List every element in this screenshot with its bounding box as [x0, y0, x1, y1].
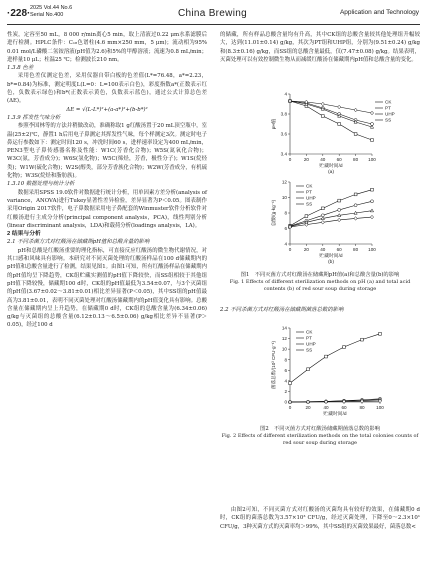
paragraph: 的储藏，所有样品总酸含量均有升高，其中CK组的总酸含量较其他处理组升幅较大，达到(11.01±0.14) g/kg，其次为PT组和UHP组，分别为(9.51±0.24) g/kg和(8.3±0.16) g/kg，而SS组的总酸含量最低，仅(7.47±0.08) g/kg。结果表明，灭菌处理可以有效控制微生物从而减缓红酸汤在储藏期内pH值和总酸含量的变化。: [220, 32, 420, 63]
series-line-pt: [290, 201, 372, 226]
page-number: ·228·: [7, 8, 31, 19]
y-tick-label: 3.8: [280, 111, 287, 117]
data-point-ck: [321, 207, 324, 210]
panel-label: (a): [328, 170, 334, 174]
data-point-ck: [371, 188, 374, 191]
y-tick-label: 6: [284, 226, 287, 232]
data-point-ck: [338, 123, 341, 126]
legend-label-pt: PT: [306, 189, 312, 195]
y-axis-label: 菌落总数/(10³ CFU·g⁻¹): [271, 340, 276, 390]
data-point-ss: [321, 221, 324, 225]
data-point-ck: [371, 139, 374, 142]
x-tick-label: 100: [368, 157, 376, 162]
data-point-ss: [354, 108, 357, 112]
x-tick-label: 40: [320, 157, 326, 162]
paragraph: 参照李国林等的方法并稍做改动，准确称取1 g红酸汤置于20 mL顶空瓶中，室温(25±2)℃，静置1 h后用电子鼻测定其挥发性气味，每个样测定3次。测定时电子鼻运行参数如下：测定时间120 s，冲洗时间60 s，进样速率设定为400 mL/min，PEN3型电子鼻传感器名称及性能：W1C(芳香化合物)；W5S(氮氧化合物)；W3C(氨，芳香成分)；W6S(氢化物)；W5C(烯烃，芳香，极性分子)；W1S(烷烃类)；W1W(硫化合物)；W2S(醇类，部分芳香族化合物)；W2W(芳香成分，有机硫化物)；W3S(烷烃和脂肪族)。: [7, 123, 207, 180]
legend-label-ck: CK: [306, 329, 313, 335]
figure-1-caption: 图1 不同灭菌方式对红酸汤在储藏期pH值(a)和总酸含量(b)的影响: [240, 272, 400, 278]
figure-1: [220, 88, 420, 292]
x-tick-label: 100: [376, 405, 384, 410]
x-tick-label: 20: [303, 247, 309, 252]
y-tick-label: 2: [284, 389, 287, 395]
y-tick-label: 12: [281, 336, 287, 342]
heading-2-1: 2.1 不同杀菌方式对红酸汤在储藏期pH值和总酸含量的影响: [7, 239, 150, 246]
chart-ph: [220, 88, 420, 174]
data-point-uhp: [370, 209, 373, 212]
y-tick-label: 6: [284, 367, 287, 373]
data-point-ss: [370, 111, 373, 115]
data-point-ck: [325, 355, 328, 358]
legend-label-ck: CK: [385, 99, 392, 105]
volume-line: 2025 Vol.44 No.6: [30, 5, 73, 11]
formula: ΔE = √(L-L*)²+(a-a*)²+(b-b*)²: [66, 106, 148, 113]
paragraph: 数据采用SPSS 19.0软件对数据进行统计分析，用单因素方差分析(analysis of variance，ANOVA)进行Tukey显著性差异检验，差异显著为P＜0.05。图表制作采用Origin 2017软件，电子鼻数据采用电子鼻配套的Winmuster软件分析软件对红酸汤进行主成分分析(principal component analysis，PCA)，线性判别分析(linear discriminant analysis，LDA)和载荷分析(loadings analysis，LA)。: [7, 189, 207, 229]
x-axis-label: 贮藏时间/d: [319, 164, 343, 169]
figure-2-caption: 图2 不同灭菌方式对红酸汤储藏期菌落总数的影响: [260, 426, 380, 432]
y-tick-label: 4: [284, 378, 287, 384]
data-point-ck: [307, 368, 310, 371]
right-column-top: [220, 31, 420, 64]
x-tick-label: 0: [288, 157, 292, 162]
y-tick-label: 3.4: [280, 151, 287, 157]
x-tick-label: 40: [320, 247, 326, 252]
series-line-ck: [290, 101, 372, 140]
y-tick-label: 8: [284, 210, 287, 216]
x-tick-label: 80: [359, 405, 365, 410]
x-tick-label: 60: [341, 405, 347, 410]
x-tick-label: 40: [323, 405, 329, 410]
data-point-ss: [321, 102, 324, 106]
data-point-ck: [354, 193, 357, 196]
legend-label-pt: PT: [306, 335, 312, 341]
journal-name: China Brewing: [178, 8, 247, 19]
data-point-ck: [379, 332, 382, 335]
data-point-ck: [361, 338, 364, 341]
x-tick-label: 0: [288, 405, 292, 410]
figure-2: [220, 322, 420, 446]
x-tick-label: 80: [353, 157, 359, 162]
heading-results: 2 结果与分析: [7, 231, 41, 238]
data-point-ck: [343, 346, 346, 349]
y-tick-label: 10: [281, 195, 287, 201]
left-column: [7, 31, 207, 330]
heading-volatile: 1.3.9 挥发性气味分析: [7, 114, 61, 121]
section-2-2: [220, 306, 420, 314]
x-tick-label: 0: [288, 247, 292, 252]
data-point-ck: [289, 382, 292, 385]
data-point-ck: [321, 115, 324, 118]
x-tick-label: 20: [303, 157, 309, 162]
chart-colony-count: [220, 322, 420, 422]
data-point-pt: [354, 204, 357, 207]
data-point-pt: [371, 200, 374, 203]
paragraph: 由图2可知，不同灭菌方式对红酸汤的灭菌均具有较好的效果，在储藏期0 d时，CK组的菌落总数为3.57×10³ CFU/g，经过灭菌处理，下降至0～2.3×10¹ CFU/g，3种灭菌方式的灭菌率均＞99%，其中SS组的灭菌效果最好，菌落总数<: [220, 507, 420, 530]
data-point-ck: [338, 199, 341, 202]
y-axis-label: 总酸/(g·kg⁻¹): [271, 199, 276, 227]
y-tick-label: 3.6: [280, 131, 287, 137]
legend-label-pt: PT: [385, 105, 391, 111]
legend-label-ss: SS: [385, 117, 392, 123]
legend-label-uhp: UHP: [306, 195, 316, 201]
x-tick-label: 20: [305, 405, 311, 410]
data-point-ss: [338, 218, 341, 222]
x-tick-label: 80: [353, 247, 359, 252]
chart-total-acid: [220, 178, 420, 268]
volume-info: [30, 5, 72, 18]
paragraph: pH和总酸是红酸汤重要的理化指标，可直接反应红酸汤的微生物代谢情况，对其口感和风味具有影响。本研究对不同灭菌处理的红酸汤样品在100 d储藏期内的pH值和总酸含量进行了检测，结果见图1。由图1可知，所有红酸汤样品在储藏期内的pH值均呈下降趋势，CK组贮藏实测值的pH值下降较快，而SS组相较于其他组pH值下降较慢，储藏期100 d时，CK组的pH值最低为3.54±0.07，与3个灭菌组的pH值(3.67±0.02～3.81±0.01)相比差异显著(P＜0.05)，其中SS组的pH值最高为3.81±0.01，表明不同灭菌处理对红酸汤储藏期内的pH值变化具有影响。总酸含量在储藏期内呈上升趋势，在储藏期0 d时，CK组的总酸含量为(6.34±0.06) g/kg与灭菌组的总酸含量(6.12±0.13～6.5±0.06) g/kg相比差异不显著(P＞0.05)，经过100 d: [7, 247, 207, 329]
panel-label: (b): [328, 260, 334, 265]
y-tick-label: 10: [281, 346, 287, 352]
heading-2-2: 2.2 不同杀菌方式对红酸汤在储藏期菌落总数的影响: [220, 307, 344, 313]
data-point-ck: [354, 133, 357, 136]
y-tick-label: 4: [284, 91, 287, 97]
section-name: Application and Technology: [339, 9, 419, 16]
legend-label-ss: SS: [306, 347, 313, 353]
y-tick-label: 4: [284, 241, 287, 247]
series-line-ck: [290, 334, 380, 383]
header-rule: [7, 24, 420, 25]
y-tick-label: 12: [281, 179, 287, 185]
data-point-pt: [338, 208, 341, 211]
y-tick-label: 8: [284, 357, 287, 363]
y-axis-label: pH值: [271, 118, 276, 130]
x-tick-label: 60: [336, 157, 342, 162]
data-point-ss: [354, 217, 357, 221]
legend-label-ck: CK: [306, 183, 313, 189]
paragraph: 性炭，定容至50 mL，8 000 r/min离心5 min，取上清液过0.22 μm水系滤膜后进行检测。HPLC条件：C₁₈色谱柱(4.6 mm×250 mm，5 μm)；流动相为95% 0.01 mol/L磷酸二氢铵溶液(pH值为2.6)和5%的甲醇溶液；流速为0.8 mL/min；进样量10 μL；柱温25 ℃；检测波长210 nm。: [7, 32, 207, 63]
heading-statistics: 1.3.10 数据处理与统计分析: [7, 181, 75, 188]
x-axis-label: 贮藏时间/d: [319, 254, 343, 259]
serial-line: Serial No.400: [30, 11, 64, 18]
legend-label-uhp: UHP: [306, 341, 316, 347]
data-point-ck: [305, 215, 308, 218]
legend-label-ss: SS: [306, 201, 313, 207]
x-axis-label: 贮藏时间/d: [323, 412, 347, 417]
figure-2-caption-en: Fig. 2 Effects of different sterilization methods on the total colonies counts of red sour soup during storage: [221, 433, 419, 446]
legend-label-uhp: UHP: [385, 111, 395, 117]
y-tick-label: 14: [281, 325, 287, 331]
figure-1-caption-en: Fig. 1 Effects of different sterilization methods on pH (a) and total acid contents (b) of red sour soup during storage: [229, 279, 411, 292]
y-tick-label: 0: [284, 399, 287, 405]
right-column-bottom: [220, 506, 420, 531]
x-tick-label: 60: [336, 247, 342, 252]
page-header: [0, 0, 427, 28]
data-point-ss: [338, 105, 341, 109]
heading-color-diff: 1.3.8 色差: [7, 65, 34, 72]
data-point-ss: [370, 215, 373, 219]
paragraph: 采用色差仪测定色差，采用仪器自带白板的色差值(L*=76.48，a*=2.23，b*=0.84)为标准，测定明度L(L=0：L=100表示白色)，彩度指数a*(正数表示红色，负数表示绿色)和b*(正数表示黄色，负数表示蓝色)，通过公式计算总色差(ΔE)。: [7, 73, 207, 105]
x-tick-label: 100: [368, 247, 376, 252]
series-line-ck: [290, 190, 372, 226]
